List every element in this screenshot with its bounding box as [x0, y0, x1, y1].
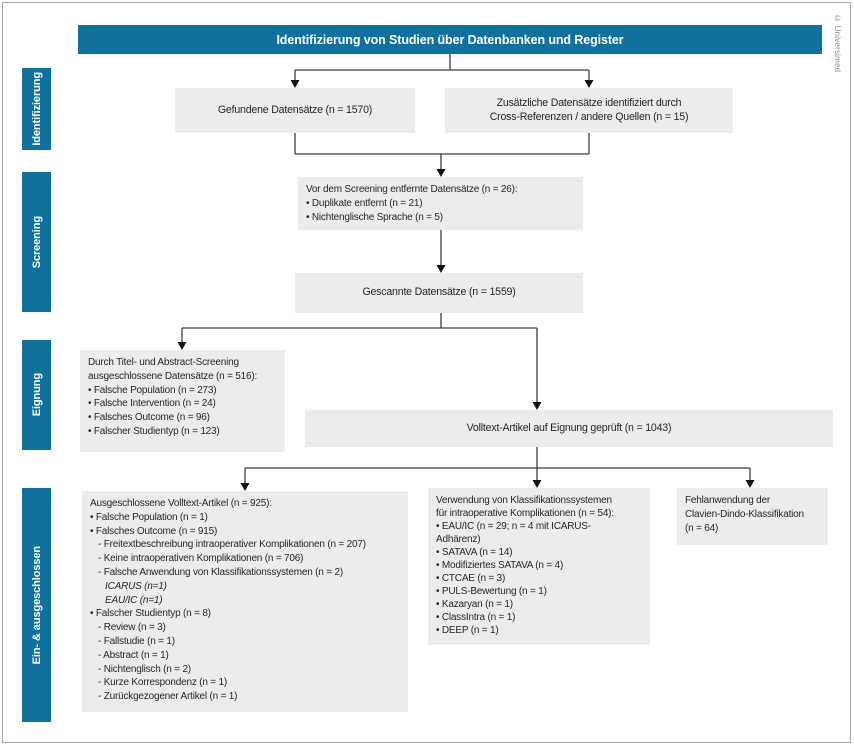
box-line: - Freitextbeschreibung intraoperativer Komplikationen (n = 207) — [98, 539, 366, 551]
box-zusaetzliche-datensaetze — [445, 88, 733, 133]
phase-label: Screening — [30, 215, 43, 269]
box-titel-abstract-ausschluss — [80, 350, 285, 452]
box-line: Fehlanwendung der — [685, 495, 770, 506]
box-line: - Kurze Korrespondenz (n = 1) — [98, 677, 227, 689]
box-line: • DEEP (n = 1) — [436, 625, 499, 636]
box-line: - Nichtenglisch (n = 2) — [98, 663, 191, 675]
box-line: Vor dem Screening entfernte Datensätze (n = 26): — [306, 184, 518, 195]
box-line: Durch Titel- und Abstract-Screening — [88, 357, 239, 368]
box-line: EAU/IC (n=1) — [105, 594, 163, 606]
arrowhead — [437, 169, 446, 177]
box-volltext-geprueft — [305, 410, 833, 447]
box-line: - Review (n = 3) — [98, 622, 166, 634]
box-gescannte-datensaetze — [295, 273, 583, 313]
box-vor-screening-entfernt — [298, 177, 583, 230]
box-line: Verwendung von Klassifikationssystemen — [436, 495, 612, 506]
box-line: • Falsche Intervention (n = 24) — [88, 398, 216, 410]
phase-bar-ein-ausgeschlossen — [22, 488, 51, 722]
box-line: für intraoperative Komplikationen (n = 54): — [436, 508, 614, 519]
diagram-title: Identifizierung von Studien über Datenbanken und Register — [276, 32, 624, 47]
box-line: Volltext-Artikel auf Eignung geprüft (n = 1043) — [466, 421, 672, 434]
arrowhead — [437, 265, 446, 273]
box-line: Ausgeschlossene Volltext-Artikel (n = 925): — [90, 498, 272, 509]
box-line: - Abstract (n = 1) — [98, 649, 169, 661]
box-line: • Modifiziertes SATAVA (n = 4) — [436, 560, 564, 571]
box-line: • Falscher Studientyp (n = 8) — [90, 608, 211, 620]
arrowhead — [178, 342, 187, 350]
arrowhead — [746, 480, 755, 488]
box-line: - Keine intraoperativen Komplikationen (n = 706) — [98, 553, 304, 565]
box-line: - Fallstudie (n = 1) — [98, 635, 175, 647]
phase-bar-eignung — [22, 340, 51, 450]
box-line: ausgeschlossene Datensätze (n = 516): — [88, 370, 258, 382]
box-line: • Falsches Outcome (n = 915) — [90, 525, 218, 537]
box-line: • Kazaryan (n = 1) — [436, 599, 513, 610]
copyright-credit: © Universimed — [833, 14, 842, 73]
diagram-title-bar — [78, 25, 822, 54]
box-line: • Falsche Population (n = 273) — [88, 384, 217, 396]
box-line: • SATAVA (n = 14) — [436, 547, 513, 558]
box-line: Zusätzliche Datensätze identifiziert durch — [496, 96, 682, 109]
arrowhead — [533, 480, 542, 488]
box-line: • EAU/IC (n = 29; n = 4 mit ICARUS- — [436, 521, 591, 532]
arrowhead — [533, 402, 542, 410]
box-line: • PULS-Bewertung (n = 1) — [436, 586, 547, 597]
box-line: Adhärenz) — [436, 534, 481, 545]
phase-bar-screening — [22, 172, 51, 312]
phase-label: Ein- & ausgeschlossen — [30, 545, 43, 665]
box-line: Clavien-Dindo-Klassifikation — [685, 508, 804, 520]
box-line: - Falsche Anwendung von Klassifikationssystemen (n = 2) — [98, 566, 343, 578]
box-line: (n = 64) — [685, 522, 719, 534]
phase-bar-identifizierung — [22, 68, 51, 150]
box-line: • CTCAE (n = 3) — [436, 573, 506, 584]
box-line: Gescannte Datensätze (n = 1559) — [362, 286, 516, 299]
box-fehlanwendung-clavien-dindo — [677, 488, 828, 545]
box-line: • Falsches Outcome (n = 96) — [88, 412, 210, 424]
box-line: - Zurückgezogener Artikel (n = 1) — [98, 691, 238, 703]
box-gefundene-datensaetze — [175, 88, 415, 133]
arrowhead — [241, 483, 250, 491]
box-line: ICARUS (n=1) — [105, 580, 167, 592]
box-line: • Falsche Population (n = 1) — [90, 511, 208, 523]
box-ausgeschlossene-volltexte — [82, 491, 408, 712]
arrowhead — [585, 80, 594, 88]
box-line: Gefundene Datensätze (n = 1570) — [217, 103, 373, 116]
box-line: Cross-Referenzen / andere Quellen (n = 15) — [489, 110, 689, 123]
box-line: • Nichtenglische Sprache (n = 5) — [306, 211, 443, 223]
phase-label: Eignung — [30, 373, 43, 417]
box-line: • ClassIntra (n = 1) — [436, 612, 516, 623]
box-klassifikationssysteme — [428, 488, 650, 645]
box-line: • Falscher Studientyp (n = 123) — [88, 425, 220, 437]
phase-label: Identifizierung — [30, 72, 43, 146]
box-line: • Duplikate entfernt (n = 21) — [306, 197, 423, 209]
arrowhead — [291, 80, 300, 88]
